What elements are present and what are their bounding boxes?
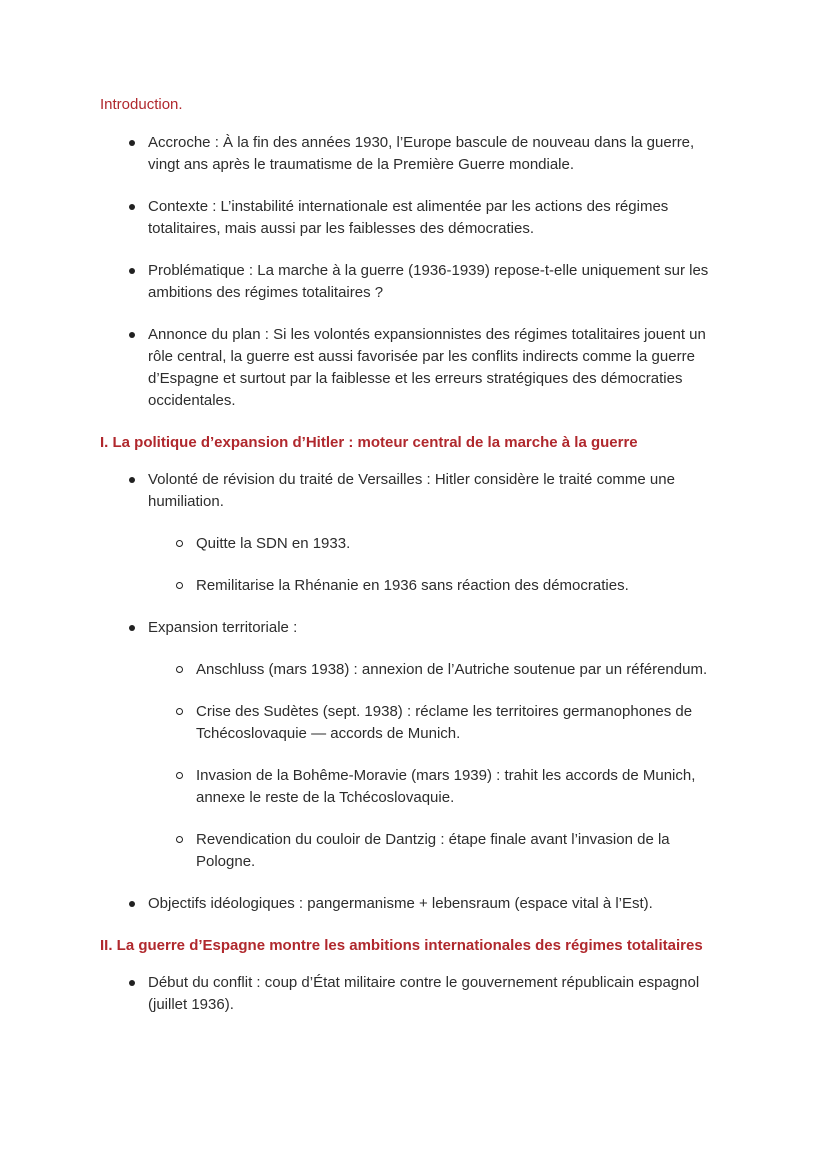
sub-bullet-item <box>100 765 716 809</box>
bullet-text: Problématique : La marche à la guerre (1936-1939) repose-t-elle uniquement sur les ambitions des régimes totalitaires ? <box>148 262 709 301</box>
bullet-dot-icon <box>129 980 135 986</box>
bullet-text: Début du conflit : coup d’État militaire contre le gouvernement républicain espagnol (juillet 1936). <box>148 974 700 1013</box>
section-heading: Introduction. <box>100 96 183 113</box>
bullet-text: Invasion de la Bohême-Moravie (mars 1939) : trahit les accords de Munich, annexe le reste de la Tchécoslovaquie. <box>196 767 696 806</box>
bullet-circle-icon <box>176 540 183 547</box>
bullet-dot-icon <box>129 477 135 483</box>
bullet-item <box>100 469 716 513</box>
bullet-circle-icon <box>176 582 183 589</box>
document-content <box>100 94 717 1036</box>
bullet-circle-icon <box>176 666 183 673</box>
bullet-text: Accroche : À la fin des années 1930, l’Europe bascule de nouveau dans la guerre, vingt ans après le traumatisme de la Première Guerre mondiale. <box>148 134 695 173</box>
bullet-item <box>100 196 716 240</box>
bullet-item <box>100 893 716 915</box>
bullet-dot-icon <box>129 268 135 274</box>
bullet-text: Quitte la SDN en 1933. <box>196 535 351 552</box>
bullet-text: Objectifs idéologiques : pangermanisme + lebensraum (espace vital à l’Est). <box>148 895 653 912</box>
sub-bullet-item <box>100 575 716 597</box>
sub-bullet-item <box>100 829 716 873</box>
bullet-item <box>100 132 716 176</box>
bullet-text: Anschluss (mars 1938) : annexion de l’Autriche soutenue par un référendum. <box>196 661 708 678</box>
bullet-dot-icon <box>129 140 135 146</box>
bullet-dot-icon <box>129 625 135 631</box>
bullet-circle-icon <box>176 708 183 715</box>
sub-bullet-item <box>100 701 716 745</box>
section-heading: II. La guerre d’Espagne montre les ambitions internationales des régimes totalitaires <box>100 937 703 954</box>
bullet-circle-icon <box>176 772 183 779</box>
sub-bullet-item <box>100 533 716 555</box>
bullet-item <box>100 260 716 304</box>
sub-bullet-item <box>100 659 716 681</box>
bullet-dot-icon <box>129 204 135 210</box>
bullet-item <box>100 972 716 1016</box>
bullet-text: Crise des Sudètes (sept. 1938) : réclame les territoires germanophones de Tchécoslovaquie — accords de Munich. <box>196 703 693 742</box>
section-heading: I. La politique d’expansion d’Hitler : moteur central de la marche à la guerre <box>100 434 638 451</box>
bullet-item <box>100 617 716 639</box>
bullet-text: Remilitarise la Rhénanie en 1936 sans réaction des démocraties. <box>196 577 629 594</box>
bullet-item <box>100 324 716 412</box>
bullet-circle-icon <box>176 836 183 843</box>
bullet-text: Volonté de révision du traité de Versailles : Hitler considère le traité comme une humiliation. <box>148 471 675 510</box>
bullet-text: Contexte : L’instabilité internationale est alimentée par les actions des régimes totalitaires, mais aussi par les faiblesses des démocraties. <box>148 198 669 237</box>
bullet-dot-icon <box>129 901 135 907</box>
bullet-dot-icon <box>129 332 135 338</box>
bullet-text: Revendication du couloir de Dantzig : étape finale avant l’invasion de la Pologne. <box>196 831 670 870</box>
bullet-text: Annonce du plan : Si les volontés expansionnistes des régimes totalitaires jouent un rôle central, la guerre est aussi favorisée par les conflits indirects comme la guerre d’Espagne et surtout par la faiblesse et les erreurs stratégiques des démocraties occidentales. <box>148 326 706 409</box>
bullet-text: Expansion territoriale : <box>148 619 298 636</box>
